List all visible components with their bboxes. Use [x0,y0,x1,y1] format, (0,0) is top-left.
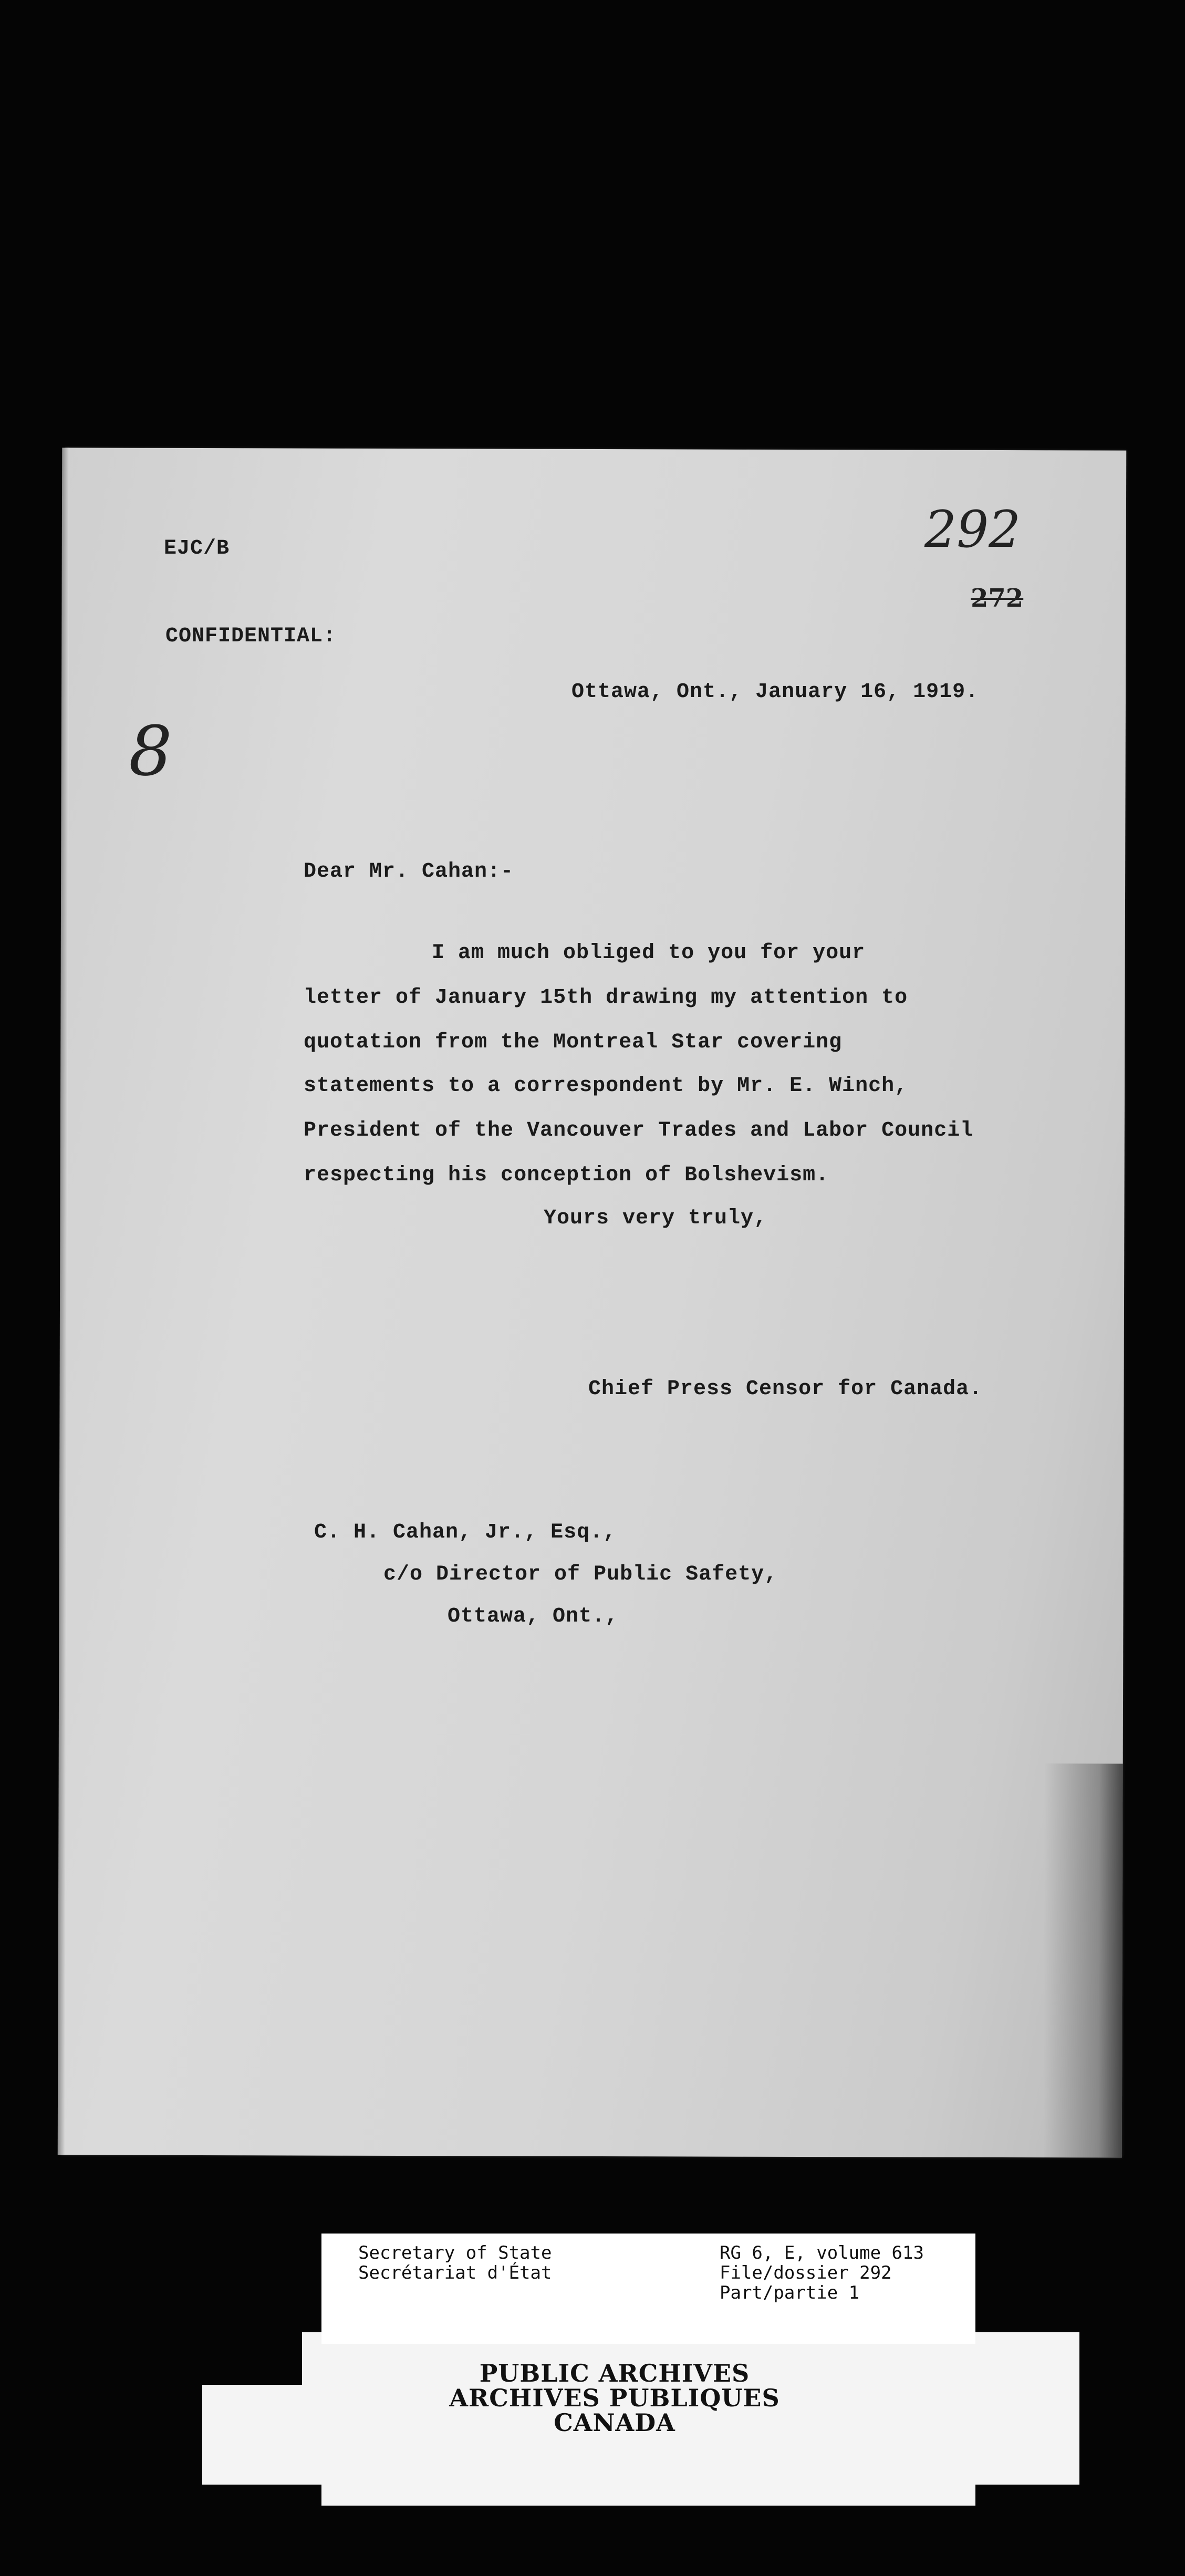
body-line: quotation from the Montreal Star covering [304,1031,843,1054]
addressee-city: Ottawa, Ont., [448,1605,619,1628]
salutation: Dear Mr. Cahan:- [304,860,514,884]
closing: Yours very truly, [544,1207,767,1230]
addressee-name: C. H. Cahan, Jr., Esq., [314,1521,617,1544]
body-line: respecting his conception of Bolshevism. [304,1164,829,1187]
fonds-french: Secrétariat d'État [358,2262,552,2283]
folio-number: 292 [924,500,1021,559]
part-number: Part/partie 1 [720,2282,860,2303]
file-number: File/dossier 292 [720,2262,892,2283]
letter-sheet [61,448,1127,2157]
stamp-line-country: CANADA [554,2408,675,2437]
old-folio-number: 272 [971,584,1024,613]
archive-reference-label [321,2234,975,2344]
addressee-office: c/o Director of Public Safety, [383,1563,778,1586]
fonds-english: Secretary of State [358,2242,552,2263]
body-line: statements to a correspondent by Mr. E. Winch, [304,1074,908,1098]
classification: CONFIDENTIAL: [165,625,337,648]
signature-title: Chief Press Censor for Canada. [588,1377,983,1401]
record-group-reference: RG 6, E, volume 613 [720,2242,924,2263]
strip-notch [202,2332,302,2385]
stamp-line-english: PUBLIC ARCHIVES [479,2359,750,2387]
body-line: letter of January 15th drawing my attention to [304,986,908,1010]
body-line: I am much obliged to you for your [432,941,866,965]
sheet-fold-shadow [1043,1763,1123,2157]
dateline: Ottawa, Ont., January 16, 1919. [571,680,979,704]
body-line: President of the Vancouver Trades and Labor Council [304,1119,974,1142]
reference-initials: EJC/B [164,537,230,560]
margin-mark: 8 [129,711,172,791]
label-bottom-edge [321,2485,975,2506]
public-archives-stamp [404,2361,825,2435]
stamp-line-french: ARCHIVES PUBLIQUES [449,2383,780,2412]
